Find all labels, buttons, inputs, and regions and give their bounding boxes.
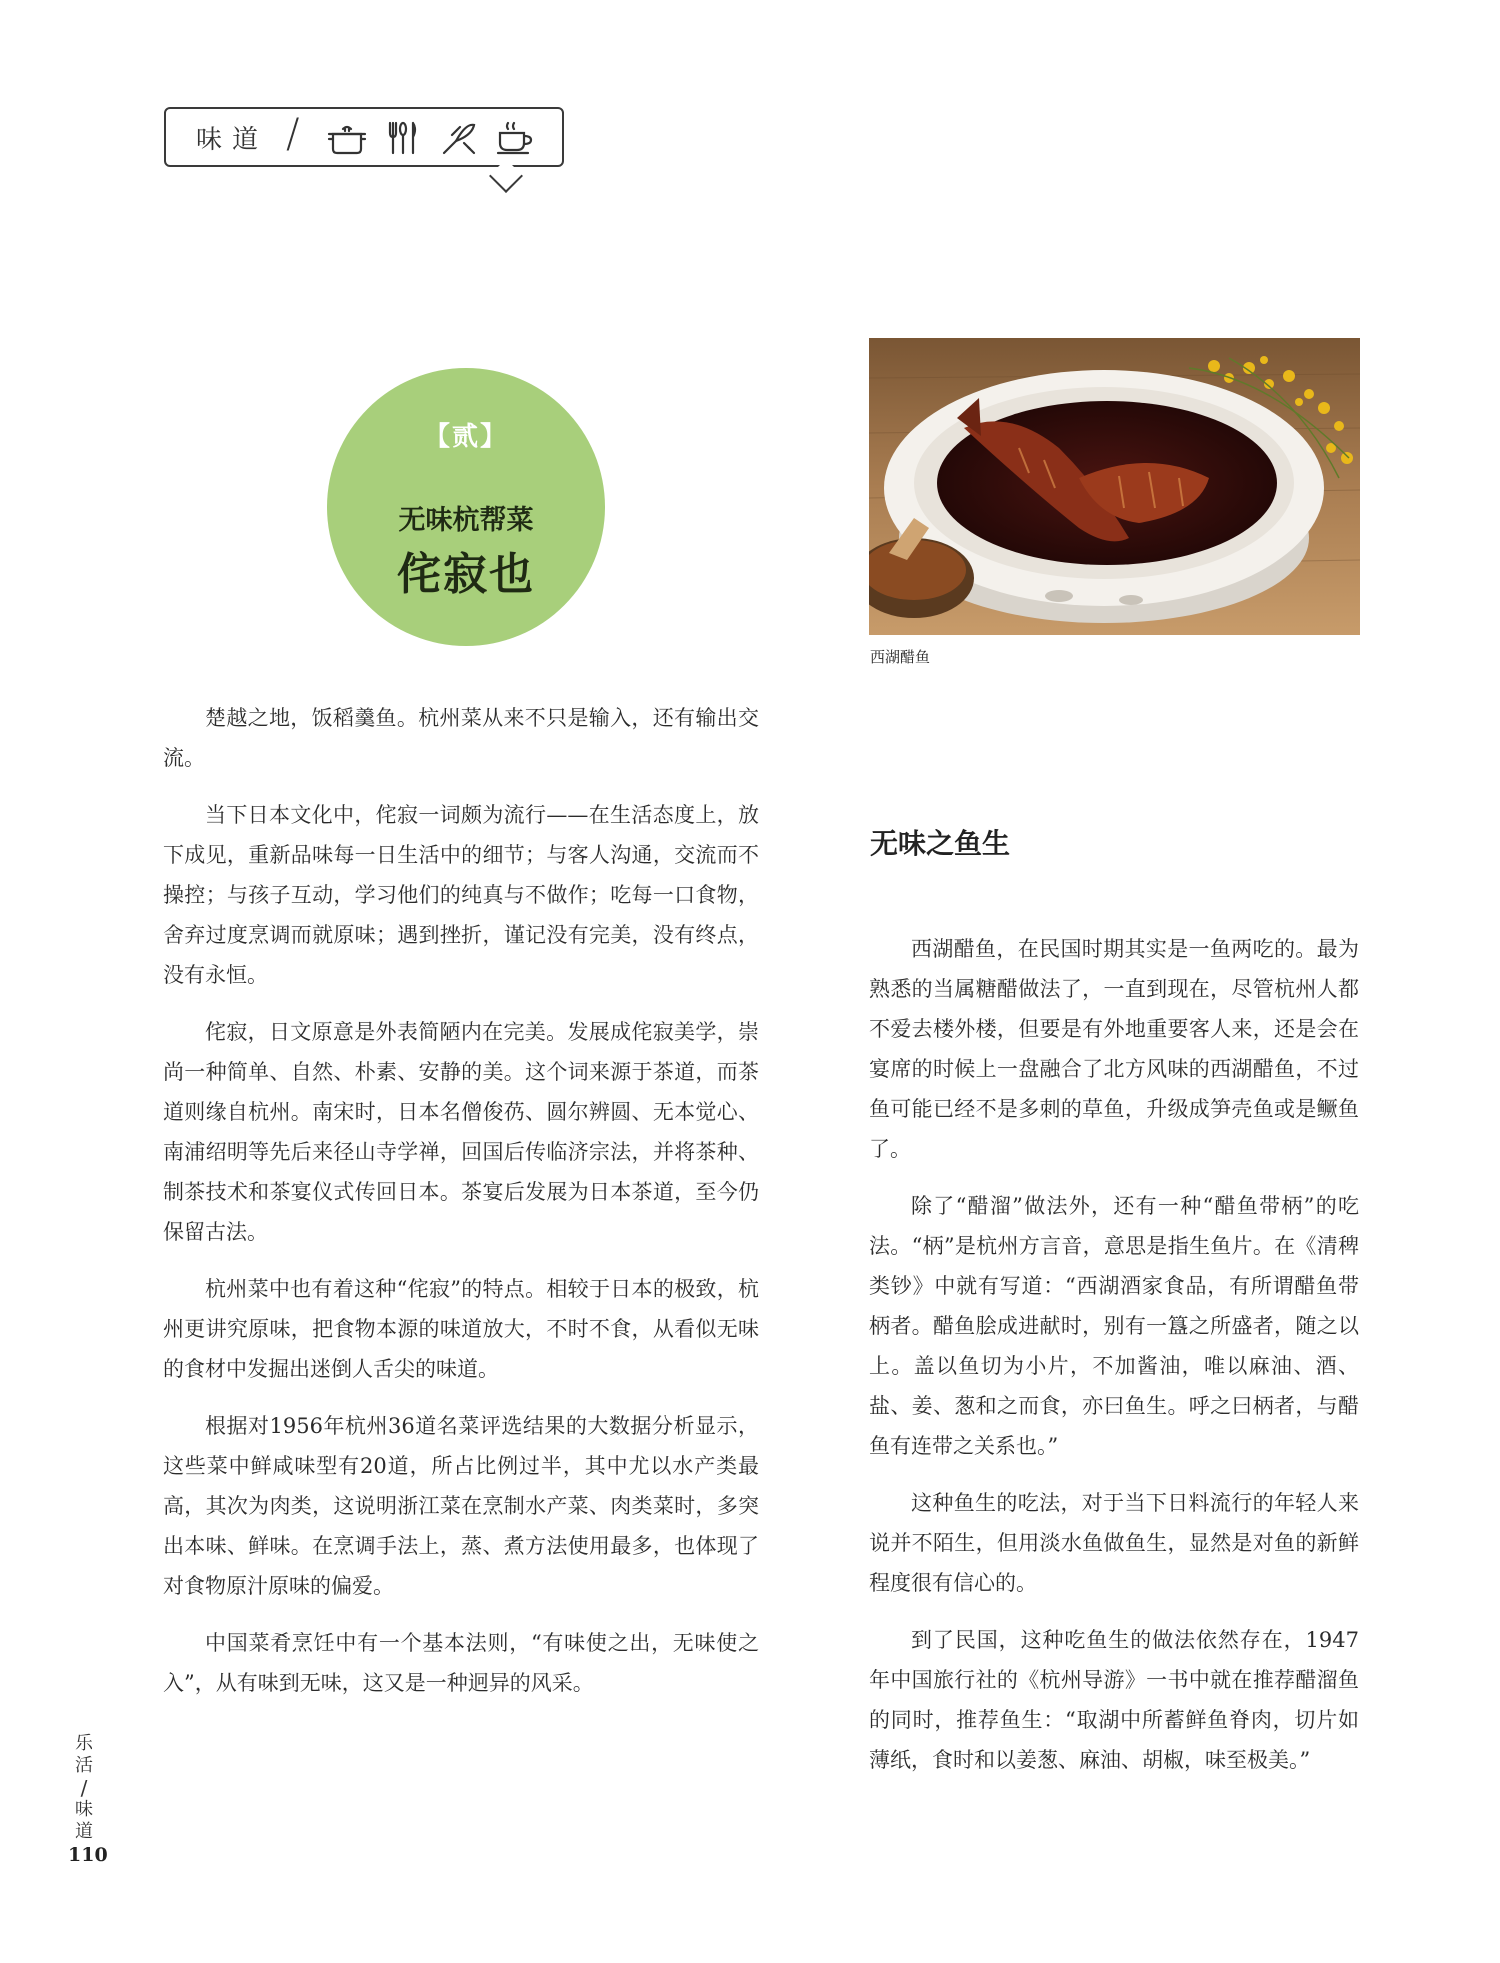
paragraph: 这种鱼生的吃法，对于当下日料流行的年轻人来说并不陌生，但用淡水鱼做鱼生，显然是对鱼的新鲜程度很有信心的。 [869,1491,1359,1595]
paragraph: 中国菜肴烹饪中有一个基本法则，“有味使之出，无味使之入”，从有味到无味，这又是一种迥异的风采。 [163,1631,759,1695]
whisk-icon [438,117,480,159]
paragraph: 到了民国，这种吃鱼生的做法依然存在，1947年中国旅行社的《杭州导游》一书中就在推荐醋溜鱼的同时，推荐鱼生：“取湖中所蓄鲜鱼脊肉，切片如薄纸，食时和以姜葱、麻油、胡椒，味至极美。” [869,1628,1359,1772]
tab-icon-group [326,117,536,159]
paragraph: 除了“醋溜”做法外，还有一种“醋鱼带柄”的吃法。“柄”是杭州方言音，意思是指生鱼片。在《清稗类钞》中就有写道：“西湖酒家食品，有所谓醋鱼带柄者。醋鱼脍成进献时，别有一簋之所盛者，随之以上。盖以鱼切为小片，不加酱油，唯以麻油、酒、盐、姜、葱和之而食，亦曰鱼生。呼之曰柄者，与醋鱼有连带之关系也。” [869,1194,1359,1458]
chapter-number: 【贰】 [423,422,508,452]
section-heading: 无味之鱼生 [870,827,1011,860]
chapter-subtitle: 无味杭帮菜 [398,505,534,536]
section-title: 味道 [196,125,269,155]
right-column [869,929,1359,1797]
paragraph: 杭州菜中也有着这种“侘寂”的特点。相较于日本的极致，杭州更讲究原味，把食物本源的味道放大，不时不食，从看似无味的食材中发掘出迷倒人舌尖的味道。 [163,1277,759,1381]
paragraph: 侘寂，日文原意是外表简陋内在完美。发展成侘寂美学，崇尚一种简单、自然、朴素、安静的美。这个词来源于茶道，而茶道则缘自杭州。南宋时，日本名僧俊芿、圆尔辨圆、无本觉心、南浦绍明等先后来径山寺学禅，回国后传临济宗法，并将茶种、制茶技术和茶宴仪式传回日本。茶宴后发展为日本茶道，至今仍保留古法。 [163,1020,759,1244]
dish-photo [869,338,1360,635]
paragraph: 楚越之地，饭稻羹鱼。杭州菜从来不只是输入，还有输出交流。 [163,706,759,770]
utensils-icon [382,117,424,159]
pot-icon [326,117,368,159]
paragraph: 当下日本文化中，侘寂一词颇为流行——在生活态度上，放下成见，重新品味每一日生活中的细节；与客人沟通，交流而不操控；与孩子互动，学习他们的纯真与不做作；吃每一口食物，舍弃过度烹调而就原味；遇到挫折，谨记没有完美，没有终点，没有永恒。 [163,803,759,987]
teacup-icon [494,117,536,159]
photo-caption: 西湖醋鱼 [870,648,931,666]
footer-section-bottom: 味 道 [75,1799,93,1842]
footer-section-label [72,1733,96,1843]
footer-section-top: 乐 活 [75,1733,93,1776]
tab-divider: / [286,111,300,157]
paragraph: 根据对1956年杭州36道名菜评选结果的大数据分析显示，这些菜中鲜咸味型有20道，所占比例过半，其中尤以水产类最高，其次为肉类，这说明浙江菜在烹制水产菜、肉类菜时，多突出本味、鲜味。在烹调手法上，蒸、煮方法使用最多，也体现了对食物原汁原味的偏爱。 [163,1414,759,1598]
page-number: 110 [68,1844,108,1866]
footer-divider: / [80,1776,88,1800]
left-column [163,698,759,1720]
chapter-title: 侘寂也 [397,549,535,600]
section-tab [164,107,564,167]
chapter-badge [327,368,605,646]
paragraph: 西湖醋鱼，在民国时期其实是一鱼两吃的。最为熟悉的当属糖醋做法了，一直到现在，尽管杭州人都不爱去楼外楼，但要是有外地重要客人来，还是会在宴席的时候上一盘融合了北方风味的西湖醋鱼，不过鱼可能已经不是多刺的草鱼，升级成笋壳鱼或是鳜鱼了。 [869,937,1359,1161]
